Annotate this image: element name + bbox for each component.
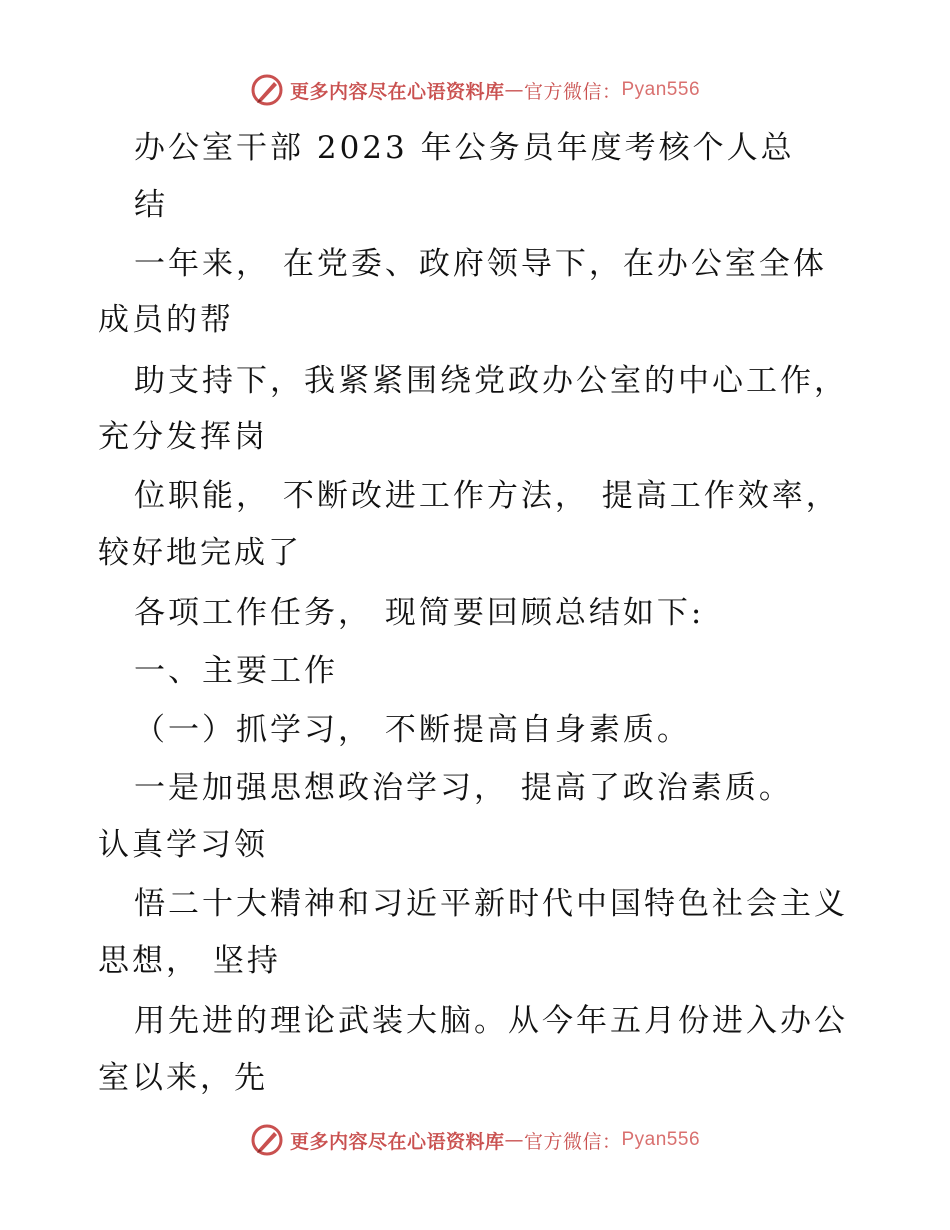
doc-line: 各项工作任务， 现简要回顾总结如下: <box>134 595 705 631</box>
doc-line: 较好地完成了 <box>98 535 302 571</box>
doc-line: 成员的帮 <box>98 302 234 338</box>
doc-line: 思想， 坚持 <box>98 943 281 979</box>
banner-wechat-label: 官方微信： <box>523 80 622 103</box>
pen-logo-icon <box>250 73 284 107</box>
banner-title: 更多内容尽在心语资料库 <box>289 80 505 103</box>
doc-line: 一是加强思想政治学习， 提高了政治素质。 <box>134 770 793 806</box>
banner-wechat-label: 官方微信： <box>523 1130 622 1153</box>
doc-section-heading: 一、主要工作 <box>134 653 338 689</box>
doc-line: 助支持下，我紧紧围绕党政办公室的中心工作， <box>134 363 848 399</box>
header-banner <box>0 70 950 110</box>
doc-line: 充分发挥岗 <box>98 419 268 455</box>
doc-title-line-1: 办公室干部 2023 年公务员年度考核个人总 <box>134 130 795 166</box>
doc-line: 认真学习领 <box>98 827 268 863</box>
doc-line: 室以来，先 <box>98 1060 268 1096</box>
doc-line: 悟二十大精神和习近平新时代中国特色社会主义 <box>134 886 848 922</box>
footer-banner <box>0 1120 950 1160</box>
doc-subsection-heading: （一）抓学习， 不断提高自身素质。 <box>134 712 691 748</box>
doc-line: 用先进的理论武装大脑。从今年五月份进入办公 <box>134 1003 848 1039</box>
pen-logo-icon <box>250 1123 284 1157</box>
doc-line: 位职能， 不断改进工作方法， 提高工作效率， <box>134 478 840 514</box>
banner-wechat-id: Pyan556 <box>621 1129 701 1150</box>
banner-dash: — <box>504 79 524 101</box>
banner-title: 更多内容尽在心语资料库 <box>289 1130 505 1153</box>
banner-dash: — <box>504 1129 524 1151</box>
banner-wechat-id: Pyan556 <box>621 79 701 100</box>
doc-line: 一年来， 在党委、政府领导下，在办公室全体 <box>134 246 827 282</box>
doc-title-line-2: 结 <box>134 187 168 223</box>
